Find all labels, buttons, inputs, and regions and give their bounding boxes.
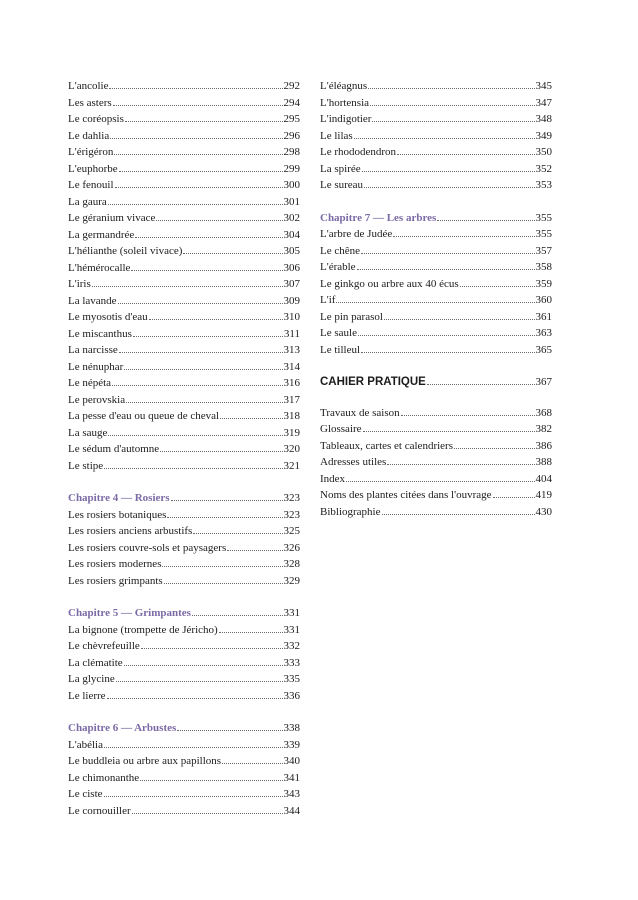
dot-leader (132, 813, 283, 814)
page-number: 353 (535, 179, 552, 191)
entry-title: Les rosiers botaniques (68, 508, 167, 521)
entry-title: Le saule (320, 327, 357, 339)
chapter-heading-arbustes (68, 720, 300, 737)
entry-title: La germandrée (68, 228, 135, 241)
entry-title: Bibliographie (320, 505, 381, 518)
toc-entry (68, 753, 300, 770)
page-number: 339 (283, 738, 300, 751)
toc-entry (68, 392, 300, 409)
dot-leader (124, 369, 282, 370)
chapter-heading-arbres (320, 210, 552, 227)
toc-entry (320, 454, 552, 471)
toc-entry (68, 655, 300, 672)
toc-entry (320, 78, 552, 95)
toc-left-column (68, 78, 300, 819)
entry-title: Le ginkgo ou arbre aux 40 écus (320, 277, 459, 290)
entry-title: La gaura (68, 195, 107, 208)
dot-leader (393, 236, 534, 237)
page-number: 298 (283, 146, 300, 158)
toc-entry (68, 210, 300, 227)
toc-entry (68, 770, 300, 787)
entry-title: Chapitre 6 — Arbustes (68, 722, 177, 734)
page-number: 404 (535, 472, 552, 485)
entry-title: L'ancolie (68, 80, 109, 92)
toc-entry (320, 504, 552, 521)
page-number: 350 (535, 146, 552, 158)
entry-title: L'iris (68, 278, 91, 290)
page-number: 333 (283, 656, 300, 669)
toc-entry (68, 78, 300, 95)
page-number: 317 (283, 393, 300, 406)
page-number: 360 (535, 294, 552, 306)
toc-entry (68, 111, 300, 128)
page-number: 332 (283, 640, 300, 652)
entry-title: Les rosiers grimpants (68, 574, 163, 587)
toc-entry (68, 425, 300, 442)
dot-leader (454, 448, 535, 449)
dot-leader (160, 451, 282, 452)
page-number: 343 (283, 788, 300, 800)
toc-entry (68, 556, 300, 573)
chapter-heading-grimpantes (68, 605, 300, 622)
entry-title: Le buddleia ou arbre aux papillons (68, 755, 222, 767)
entry-title: L'hortensia (320, 96, 370, 109)
page-number: 326 (283, 541, 300, 554)
toc-entry (68, 194, 300, 211)
dot-leader (149, 319, 283, 320)
dot-leader (115, 187, 283, 188)
dot-leader (113, 105, 283, 106)
entry-title: Le pin parasol (320, 310, 383, 323)
page-number: 345 (535, 80, 552, 92)
toc-chapter-entry (68, 605, 300, 622)
entry-title: Le chèvrefeuille (68, 640, 140, 652)
dot-leader (119, 352, 283, 353)
toc-section (68, 78, 300, 474)
page-number: 331 (283, 623, 300, 636)
page-number: 340 (283, 755, 300, 767)
dot-leader (140, 780, 282, 781)
dot-leader (382, 514, 535, 515)
dot-leader (114, 154, 282, 155)
entry-title: Le sureau (320, 179, 364, 191)
toc-entry (320, 111, 552, 128)
page-number: 323 (283, 492, 300, 504)
entry-title: Noms des plantes citées dans l'ouvrage (320, 489, 492, 501)
toc-entry (68, 227, 300, 244)
dot-leader (108, 204, 283, 205)
toc-entry (68, 293, 300, 310)
dot-leader (124, 665, 283, 666)
page-number: 319 (283, 426, 300, 439)
entry-title: Le nénuphar (68, 360, 124, 373)
toc-section (68, 737, 300, 820)
page-number: 325 (283, 525, 300, 537)
section-spacer (68, 474, 300, 490)
page-number: 301 (283, 195, 300, 208)
entry-title: L'indigotier (320, 113, 372, 125)
page-number: 355 (535, 211, 552, 224)
dot-leader (162, 566, 282, 567)
dot-leader (358, 335, 535, 336)
dot-leader (104, 796, 283, 797)
toc-section (320, 78, 552, 194)
entry-title: L'if (320, 294, 336, 306)
page-number: 386 (535, 439, 552, 452)
dot-leader (357, 269, 535, 270)
entry-title: L'érigéron (68, 146, 114, 158)
toc-entry (68, 573, 300, 590)
entry-title: La clématite (68, 656, 123, 669)
toc-entry (320, 309, 552, 326)
dot-leader (109, 88, 282, 89)
toc-entry (320, 226, 552, 243)
entry-title: Le tilleul (320, 343, 361, 356)
toc-entry (68, 128, 300, 145)
page-number: 311 (283, 327, 300, 340)
toc-entry (320, 259, 552, 276)
toc-part-entry (320, 374, 552, 391)
toc-section (68, 507, 300, 590)
dot-leader (125, 121, 283, 122)
dot-leader (112, 385, 282, 386)
toc-entry (320, 487, 552, 504)
dot-leader (108, 435, 282, 436)
page-number: 336 (283, 689, 300, 702)
toc-entry (68, 144, 300, 161)
toc-entry (68, 507, 300, 524)
dot-leader (164, 583, 283, 584)
page-number: 348 (535, 113, 552, 125)
dot-leader (92, 286, 283, 287)
dot-leader (460, 286, 535, 287)
page-number: 352 (535, 162, 552, 175)
cahier-pratique-heading (320, 374, 552, 391)
entry-title: La glycine (68, 673, 115, 685)
page-number: 310 (283, 311, 300, 323)
entry-title: L'hémérocalle (68, 261, 131, 274)
toc-entry (68, 342, 300, 359)
page-number: 355 (535, 228, 552, 240)
dot-leader (354, 138, 535, 139)
dot-leader (370, 105, 534, 106)
entry-title: L'abélia (68, 738, 103, 751)
page-number: 316 (283, 377, 300, 389)
toc-entry (320, 144, 552, 161)
toc-entry (320, 276, 552, 293)
page-number: 329 (283, 574, 300, 587)
page-number: 304 (283, 228, 300, 241)
entry-title: Le géranium vivace (68, 212, 156, 224)
toc-entry (68, 441, 300, 458)
dot-leader (437, 220, 534, 221)
entry-title: Le rhododendron (320, 146, 397, 158)
dot-leader (364, 187, 534, 188)
entry-title: Chapitre 4 — Rosiers (68, 492, 170, 504)
entry-title: Le dahlia (68, 129, 110, 142)
entry-title: Glossaire (320, 423, 362, 435)
entry-title: Chapitre 7 — Les arbres (320, 211, 437, 224)
entry-title: La sauge (68, 426, 108, 439)
dot-leader (219, 632, 283, 633)
entry-title: Index (320, 472, 346, 485)
entry-title: CAHIER PRATIQUE (320, 376, 426, 388)
entry-title: La bignone (trompette de Jéricho) (68, 623, 218, 636)
page-number: 367 (535, 376, 552, 388)
entry-title: Le myosotis d'eau (68, 311, 148, 323)
page-number: 305 (283, 245, 300, 257)
section-spacer (320, 391, 552, 405)
page-number: 365 (535, 343, 552, 356)
toc-entry (68, 309, 300, 326)
page-number: 321 (283, 459, 300, 472)
toc-section (68, 622, 300, 705)
toc-entry (320, 95, 552, 112)
toc-entry (320, 325, 552, 342)
toc-entry (68, 622, 300, 639)
toc-entry (320, 405, 552, 422)
entry-title: La spirée (320, 162, 361, 175)
dot-leader (397, 154, 534, 155)
entry-title: Le ciste (68, 788, 103, 800)
dot-leader (222, 763, 282, 764)
section-spacer (320, 194, 552, 210)
toc-entry (68, 803, 300, 820)
entry-title: L'hélianthe (soleil vivace) (68, 245, 183, 257)
dot-leader (110, 138, 282, 139)
page-number: 347 (535, 96, 552, 109)
toc-entry (68, 540, 300, 557)
toc-entry (68, 359, 300, 376)
dot-leader (116, 681, 283, 682)
dot-leader (131, 270, 282, 271)
page-number: 300 (283, 179, 300, 191)
page-number: 344 (283, 804, 300, 817)
toc-entry (68, 737, 300, 754)
section-spacer (320, 358, 552, 374)
toc-entry (68, 375, 300, 392)
page-number: 357 (535, 244, 552, 257)
entry-title: Les asters (68, 96, 112, 109)
page-number: 314 (283, 360, 300, 373)
entry-title: Les rosiers anciens arbustifs (68, 525, 193, 537)
entry-title: Adresses utiles (320, 456, 387, 468)
page-number: 323 (283, 508, 300, 521)
page-number: 306 (283, 261, 300, 274)
toc-entry (320, 243, 552, 260)
entry-title: Le fenouil (68, 179, 114, 191)
entry-title: Le chimonanthe (68, 771, 140, 784)
entry-title: Le perovskia (68, 393, 126, 406)
dot-leader (167, 517, 282, 518)
entry-title: L'arbre de Judée (320, 228, 393, 240)
toc-entry (320, 342, 552, 359)
dot-leader (104, 747, 283, 748)
dot-leader (104, 468, 282, 469)
entry-title: Le stipe (68, 459, 104, 472)
page-number: 331 (283, 607, 300, 619)
toc-chapter-entry (68, 490, 300, 507)
section-spacer (68, 589, 300, 605)
page-number: 349 (535, 129, 552, 142)
dot-leader (384, 319, 535, 320)
toc-entry (320, 292, 552, 309)
dot-leader (192, 615, 283, 616)
dot-leader (183, 253, 282, 254)
entry-title: Le lierre (68, 689, 106, 702)
page-number: 338 (283, 722, 300, 734)
dot-leader (387, 464, 534, 465)
toc-entry (68, 260, 300, 277)
toc-entry (68, 243, 300, 260)
entry-title: La narcisse (68, 344, 118, 356)
toc-right-column (320, 78, 552, 520)
toc-entry (68, 458, 300, 475)
page-number: 328 (283, 558, 300, 570)
dot-leader (119, 171, 283, 172)
dot-leader (220, 418, 282, 419)
toc-entry (320, 438, 552, 455)
toc-entry (68, 276, 300, 293)
page-number: 359 (535, 277, 552, 290)
page-number: 430 (535, 505, 552, 518)
dot-leader (135, 237, 282, 238)
toc-entry (320, 471, 552, 488)
toc-entry (320, 177, 552, 194)
dot-leader (171, 500, 283, 501)
entry-title: Le miscanthus (68, 327, 132, 340)
page-number: 341 (283, 771, 300, 784)
toc-entry (68, 786, 300, 803)
dot-leader (361, 352, 534, 353)
dot-leader (156, 220, 282, 221)
entry-title: Chapitre 5 — Grimpantes (68, 607, 191, 619)
page-number: 361 (535, 310, 552, 323)
dot-leader (126, 402, 282, 403)
dot-leader (363, 431, 535, 432)
toc-entry (68, 161, 300, 178)
toc-entry (68, 671, 300, 688)
entry-title: Le coréopsis (68, 113, 124, 125)
section-spacer (68, 704, 300, 720)
dot-leader (401, 415, 535, 416)
entry-title: Le chêne (320, 244, 360, 257)
dot-leader (493, 497, 535, 498)
entry-title: Les rosiers couvre-sols et paysagers (68, 541, 227, 554)
entry-title: Le lilas (320, 129, 353, 142)
entry-title: Le cornouiller (68, 804, 131, 817)
entry-title: Le népéta (68, 377, 112, 389)
entry-title: La pesse d'eau ou queue de cheval (68, 410, 220, 422)
page-number: 302 (283, 212, 300, 224)
toc-entry (68, 408, 300, 425)
page-number: 363 (535, 327, 552, 339)
toc-section (320, 405, 552, 521)
dot-leader (141, 648, 283, 649)
page-number: 309 (283, 294, 300, 307)
toc-entry (68, 688, 300, 705)
toc-chapter-entry (68, 720, 300, 737)
dot-leader (427, 384, 535, 385)
entry-title: Travaux de saison (320, 406, 400, 419)
page-number: 299 (283, 162, 300, 175)
page-number: 358 (535, 261, 552, 273)
dot-leader (177, 730, 282, 731)
entry-title: L'euphorbe (68, 162, 118, 175)
dot-leader (227, 550, 282, 551)
dot-leader (362, 171, 535, 172)
chapter-heading-rosiers (68, 490, 300, 507)
toc-entry (68, 638, 300, 655)
toc-entry (68, 177, 300, 194)
dot-leader (107, 698, 283, 699)
page-number: 320 (283, 443, 300, 455)
dot-leader (372, 121, 534, 122)
page-number: 292 (283, 80, 300, 92)
page-number: 368 (535, 406, 552, 419)
dot-leader (368, 88, 534, 89)
toc-entry (320, 161, 552, 178)
toc-section (320, 226, 552, 358)
toc-chapter-entry (320, 210, 552, 227)
entry-title: Le sédum d'automne (68, 443, 160, 455)
entry-title: La lavande (68, 294, 117, 307)
toc-entry (68, 95, 300, 112)
page-number: 335 (283, 673, 300, 685)
page-number: 307 (283, 278, 300, 290)
page-number: 388 (535, 456, 552, 468)
entry-title: L'érable (320, 261, 356, 273)
entry-title: Les rosiers modernes (68, 558, 162, 570)
page-number: 318 (283, 410, 300, 422)
dot-leader (118, 303, 283, 304)
page-number: 382 (535, 423, 552, 435)
entry-title: L'éléagnus (320, 80, 368, 92)
toc-entry (320, 128, 552, 145)
dot-leader (133, 336, 283, 337)
toc-entry (68, 523, 300, 540)
entry-title: Tableaux, cartes et calendriers (320, 439, 453, 452)
dot-leader (336, 302, 534, 303)
page-number: 419 (535, 489, 552, 501)
dot-leader (346, 481, 534, 482)
dot-leader (193, 533, 282, 534)
toc-entry (68, 326, 300, 343)
page-number: 295 (283, 113, 300, 125)
page-number: 294 (283, 96, 300, 109)
toc-entry (320, 421, 552, 438)
dot-leader (361, 253, 535, 254)
page-number: 313 (283, 344, 300, 356)
page-number: 296 (283, 129, 300, 142)
